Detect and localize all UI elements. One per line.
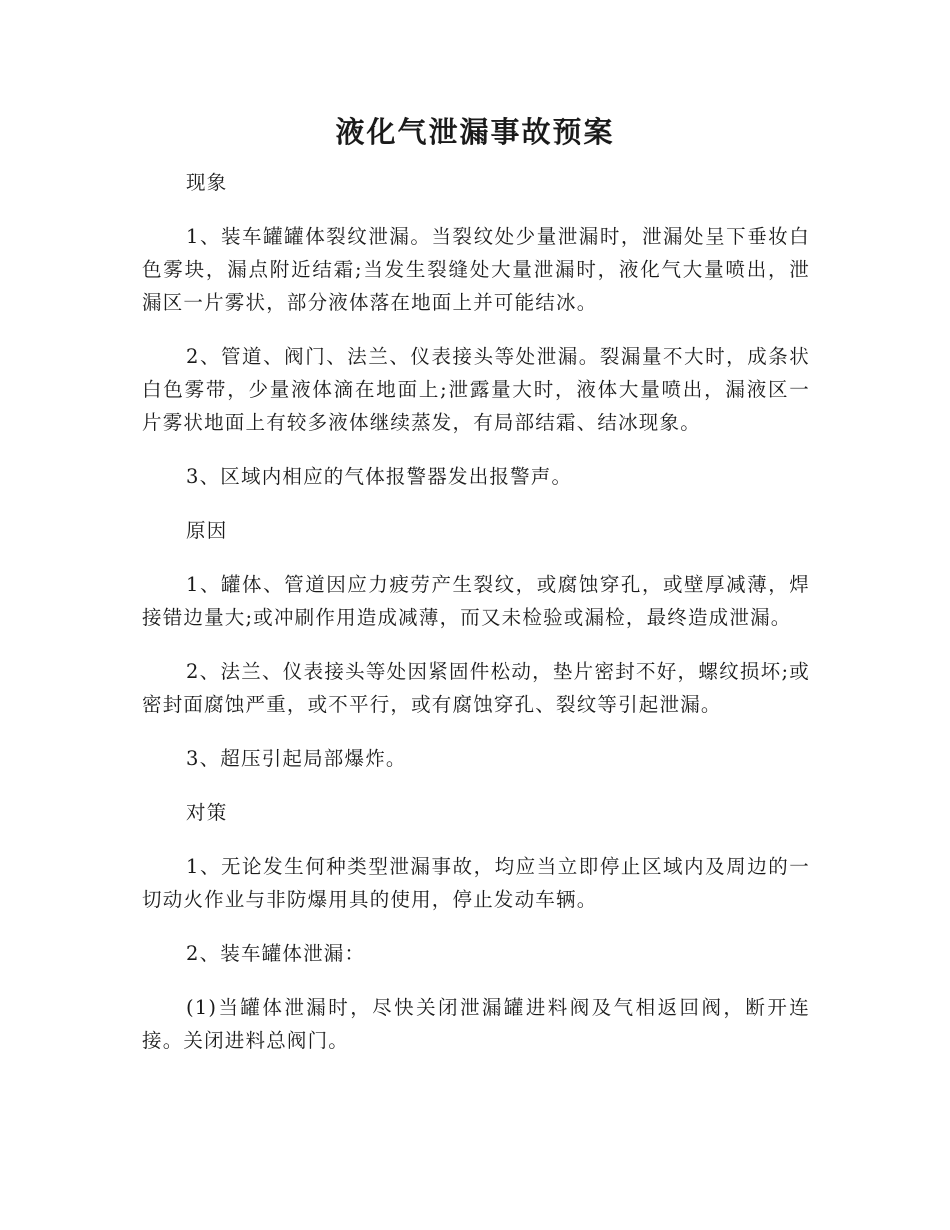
paragraph: 1、无论发生何种类型泄漏事故，均应当立即停止区域内及周边的一切动火作业与非防爆用具的使用，停止发动车辆。 — [142, 855, 810, 911]
paragraph: 3、区域内相应的气体报警器发出报警声。 — [186, 465, 573, 488]
paragraph: 3、超压引起局部爆炸。 — [186, 747, 407, 770]
paragraph: 2、法兰、仪表接头等处因紧固件松动，垫片密封不好，螺纹损坏;或密封面腐蚀严重，或不平行，或有腐蚀穿孔、裂纹等引起泄漏。 — [142, 660, 810, 716]
paragraph: 2、装车罐体泄漏： — [186, 942, 366, 965]
paragraph: 1、装车罐罐体裂纹泄漏。当裂纹处少量泄漏时，泄漏处呈下垂妆白色雾块，漏点附近结霜;当发生裂缝处大量泄漏时，液化气大量喷出，泄漏区一片雾状，部分液体落在地面上并可能结冰。 — [142, 225, 810, 314]
section-heading-phenomenon: 现象 — [186, 171, 228, 194]
section-heading-cause: 原因 — [186, 519, 228, 542]
paragraph: (1)当罐体泄漏时，尽快关闭泄漏罐进料阀及气相返回阀，断开连接。关闭进料总阀门。 — [142, 996, 810, 1052]
paragraph: 2、管道、阀门、法兰、仪表接头等处泄漏。裂漏量不大时，成条状白色雾带，少量液体滴在地面上;泄露量大时，液体大量喷出，漏液区一片雾状地面上有较多液体继续蒸发，有局部结霜、结冰现象。 — [142, 345, 810, 434]
document-body — [142, 166, 810, 1078]
section-heading-countermeasures: 对策 — [186, 801, 228, 824]
paragraph: 1、罐体、管道因应力疲劳产生裂纹，或腐蚀穿孔，或壁厚减薄，焊接错边量大;或冲刷作用造成减薄，而又未检验或漏检，最终造成泄漏。 — [142, 573, 810, 629]
document-title: 液化气泄漏事故预案 — [335, 115, 615, 149]
